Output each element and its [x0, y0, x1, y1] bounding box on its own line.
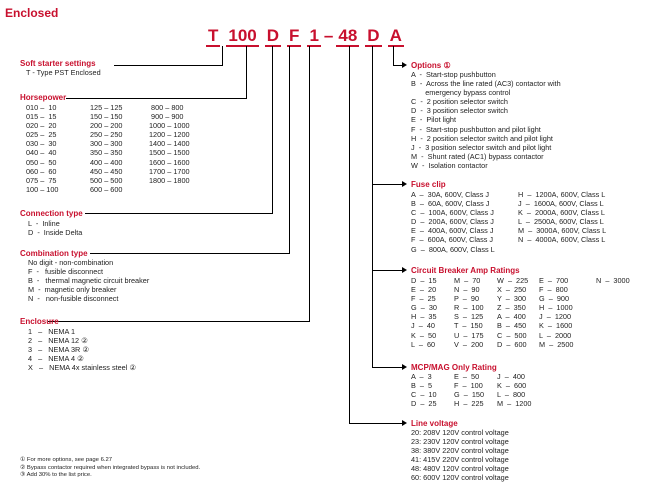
code-type: T — [208, 26, 219, 45]
combination-type-header: Combination type — [20, 249, 88, 258]
connection-type-list: L - Inline D - Inside Delta — [28, 219, 83, 238]
footnotes: ① For more options, see page 6.27 ② Bypass contactor required when integrated bypass is not included. ③ Add 30% to the list price. — [20, 457, 201, 479]
soft-starter-text: T - Type PST Enclosed — [26, 68, 101, 77]
connection-type-header: Connection type — [20, 209, 83, 218]
mcp-mag-header: MCP/MAG Only Rating — [411, 363, 497, 372]
horsepower-col3: 800 – 800 900 – 900 1000 – 1000 1200 – 1200 1400 – 1400 1500 – 1500 1600 – 1600 1700 – 1700 1800 – 1800 — [149, 103, 190, 185]
cb-col2: M – 70 N – 90 P – 90 R – 100 S – 125 T – 150 U – 175 V – 200 — [454, 276, 484, 349]
enclosure-list: 1 – NEMA 1 2 – NEMA 12 ② 3 – NEMA 3R ② 4 – NEMA 4 ② X – NEMA 4x stainless steel ② — [28, 327, 136, 373]
code-connection: D — [266, 26, 280, 45]
circuit-breaker-header: Circuit Breaker Amp Ratings — [411, 266, 520, 275]
code-options: A — [389, 26, 402, 45]
code-fuse: D — [367, 26, 380, 45]
page-title: Enclosed — [5, 6, 59, 20]
line-voltage-header: Line voltage — [411, 419, 458, 428]
cb-col5: N – 3000 — [596, 276, 630, 285]
mcp-col3: J – 400 K – 600 L – 800 M – 1200 — [497, 372, 532, 409]
options-header: Options ① — [411, 61, 451, 70]
mcp-col1: A – 3 B – 5 C – 10 D – 25 — [411, 372, 437, 409]
mcp-col2: E – 50 F – 100 G – 150 H – 225 — [454, 372, 485, 409]
cb-col1: D – 15 E – 20 F – 25 G – 30 H – 35 J – 40 K – 50 L – 60 — [411, 276, 437, 349]
soft-starter-header: Soft starter settings — [20, 59, 96, 68]
cb-col3: W – 225 X – 250 Y – 300 Z – 350 A – 400 B – 450 C – 500 D – 600 — [497, 276, 529, 349]
code-voltage: 48 — [338, 26, 358, 45]
fuse-clip-col2: H – 1200A, 600V, Class L J – 1600A, 600V, Class L K – 2000A, 600V, Class L L – 2500A, 600V, Class L M – 3000A, 600V, Class L N – 4000A, 600V, Class L — [518, 190, 607, 245]
horsepower-col2: 125 – 125 150 – 150 200 – 200 250 – 250 300 – 300 350 – 350 400 – 400 450 – 450 500 – 500 600 – 600 — [90, 103, 123, 194]
code-dash: – — [323, 26, 334, 45]
cb-col4: E – 700 F – 800 G – 900 H – 1000 J – 1200 K – 1600 L – 2000 M – 2500 — [539, 276, 574, 349]
options-list: A - Start-stop pushbutton B - Across the line rated (AC3) contactor with emergency bypass control C - 2 position selector switch D - 3 position selector switch E - Pilot light F - Start-stop pushbutton and pilot light H - 2 position selector switch and pilot light J - 3 position selector switch and pilot light M - Shunt rated (AC1) bypass contactor W - Isolation contactor — [411, 70, 561, 170]
code-combination: F — [289, 26, 300, 45]
code-enclosure: 1 — [309, 26, 319, 45]
catalog-code — [206, 26, 404, 47]
horsepower-col1: 010 – 10 015 – 15 020 – 20 025 – 25 030 – 30 040 – 40 050 – 50 060 – 60 075 – 75 100 – 100 — [26, 103, 59, 194]
horsepower-header: Horsepower — [20, 93, 67, 102]
code-horsepower: 100 — [228, 26, 257, 45]
fuse-clip-header: Fuse clip — [411, 180, 446, 189]
line-voltage-list: 20: 208V 120V control voltage 23: 230V 120V control voltage 38: 380V 220V control voltage 41: 415V 220V control voltage 48: 480V 120V control voltage 60: 600V 120V control voltage — [411, 428, 509, 483]
fuse-clip-col1: A – 30A, 600V, Class J B – 60A, 600V, Class J C – 100A, 600V, Class J D – 200A, 600V, Class J E – 400A, 600V, Class J F – 600A, 600V, Class J G – 800A, 600V, Class L — [411, 190, 495, 254]
enclosure-header: Enclosure — [20, 317, 59, 326]
combination-type-list: No digit - non-combination F - fusible disconnect B - thermal magnetic circuit breaker M - magnetic only breaker N - non-fusible disconnect — [28, 258, 150, 304]
